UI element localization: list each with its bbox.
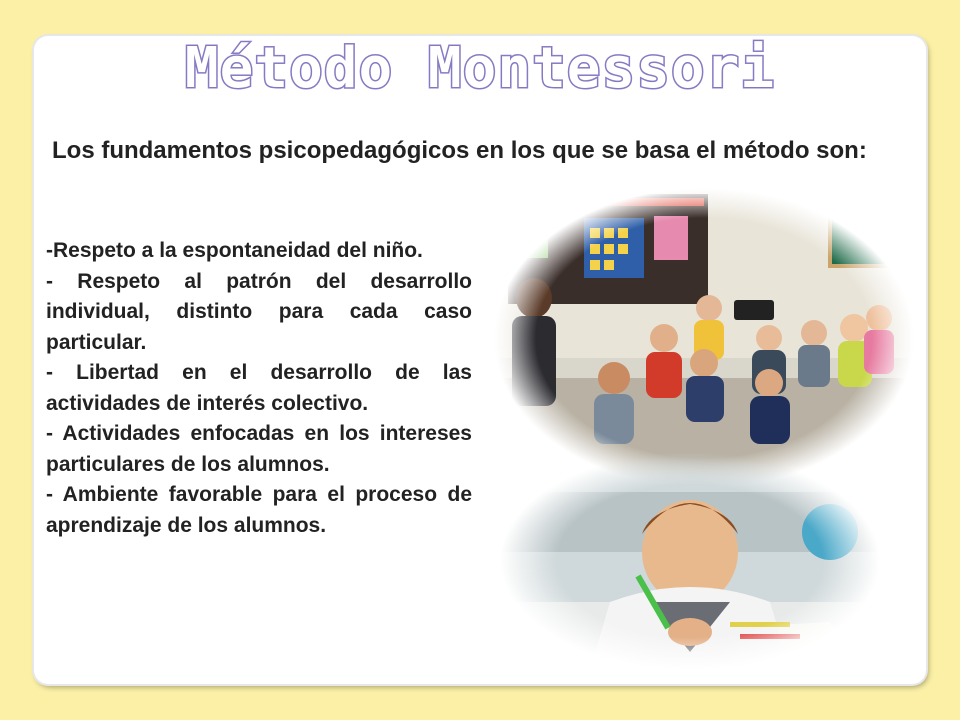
list-item: - Ambiente favorable para el proceso de aprendizaje de los alumnos.	[46, 483, 472, 537]
slide-title: Método Montessori	[184, 36, 776, 101]
list-item: - Libertad en el desarrollo de las actividades de interés colectivo.	[46, 361, 472, 415]
list-item: - Respeto al patrón del desarrollo individual, distinto para cada caso particular.	[46, 269, 472, 354]
principles-list	[46, 236, 472, 541]
classroom-photo	[494, 188, 914, 488]
list-item: -Respeto a la espontaneidad del niño.	[46, 239, 423, 262]
list-item: - Actividades enfocadas en los intereses particulares de los alumnos.	[46, 422, 472, 476]
boy-drawing-photo	[500, 452, 880, 670]
intro-text: Los fundamentos psicopedagógicos en los que se basa el método son:	[52, 137, 867, 164]
